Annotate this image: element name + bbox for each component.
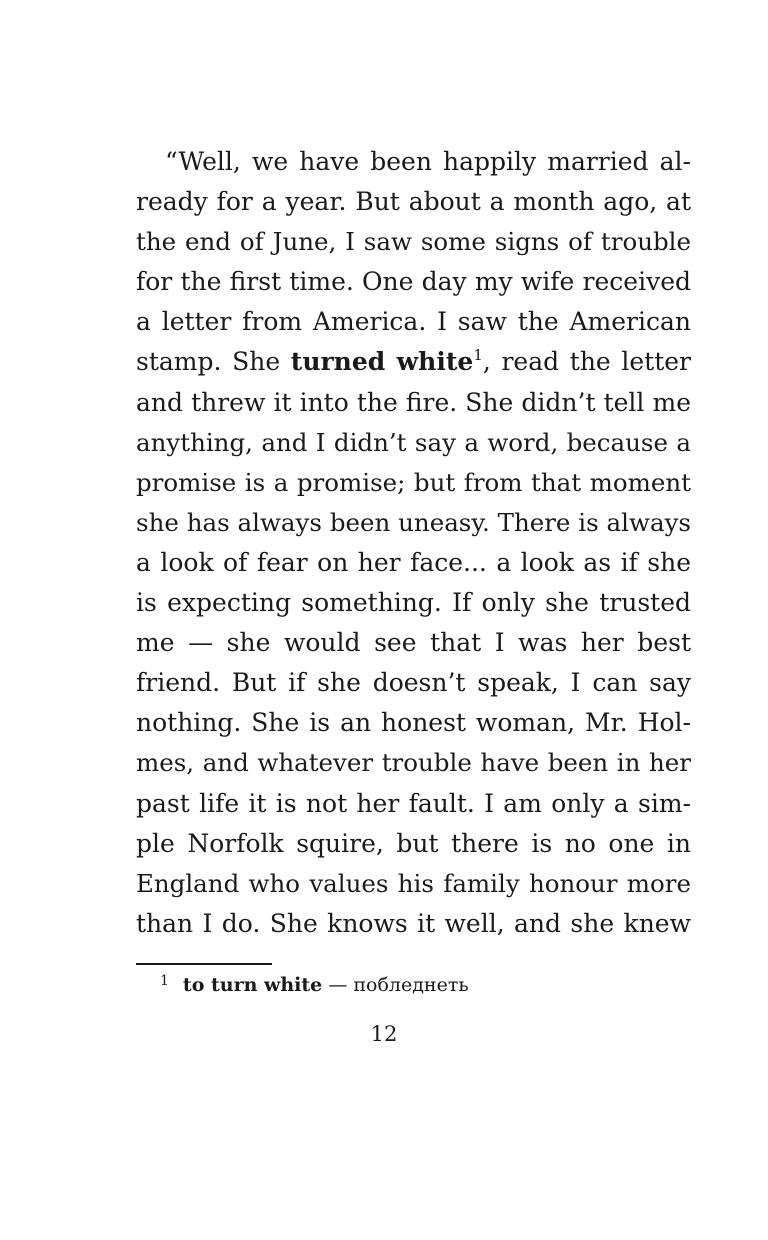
text-line: England who values his family honour more	[136, 868, 691, 898]
body-text	[136, 142, 691, 944]
footnote-separator: —	[322, 974, 354, 996]
footnote-reference: 1	[473, 346, 483, 365]
text-line: ready for a year. But about a month ago, at	[136, 187, 691, 217]
text-fragment: , read the letter	[482, 347, 692, 377]
text-line: than I do. She knows it well, and she knew	[136, 908, 691, 938]
text-line: ple Norfolk squire, but there is no one in	[136, 828, 691, 858]
footnote-divider	[136, 963, 272, 965]
footnote-term: to turn white	[182, 974, 323, 996]
text-line: a letter from America. I saw the American	[136, 307, 691, 337]
text-fragment: stamp. She	[136, 347, 291, 377]
footnote-number: 1	[160, 973, 169, 989]
text-line: is expecting something. If only she trusted	[136, 588, 691, 618]
text-line: past life it is not her fault. I am only a sim-	[136, 788, 691, 818]
text-line: she has always been uneasy. There is always	[136, 507, 691, 537]
text-line: friend. But if she doesn’t speak, I can say	[136, 668, 691, 698]
text-line: a look of fear on her face... a look as if she	[136, 547, 691, 577]
text-line: anything, and I didn’t say a word, because a	[136, 427, 691, 457]
text-line: for the first time. One day my wife received	[136, 267, 691, 297]
text-line: “Well, we have been happily married al-	[165, 147, 691, 176]
page-number: 12	[370, 1022, 398, 1046]
text-line: promise is a promise; but from that moment	[136, 467, 691, 497]
footnote-translation: побледнеть	[353, 974, 469, 996]
text-line: the end of June, I saw some signs of trouble	[136, 227, 691, 257]
footnote	[160, 972, 469, 1000]
text-line: nothing. She is an honest woman, Mr. Hol-	[136, 708, 691, 738]
text-line: mes, and whatever trouble have been in her	[136, 748, 691, 778]
text-line: and threw it into the fire. She didn’t tell me	[136, 387, 691, 417]
bold-term: turned white	[290, 347, 474, 377]
text-line-with-footnote-ref	[136, 342, 691, 382]
text-line: me — she would see that I was her best	[136, 628, 691, 658]
